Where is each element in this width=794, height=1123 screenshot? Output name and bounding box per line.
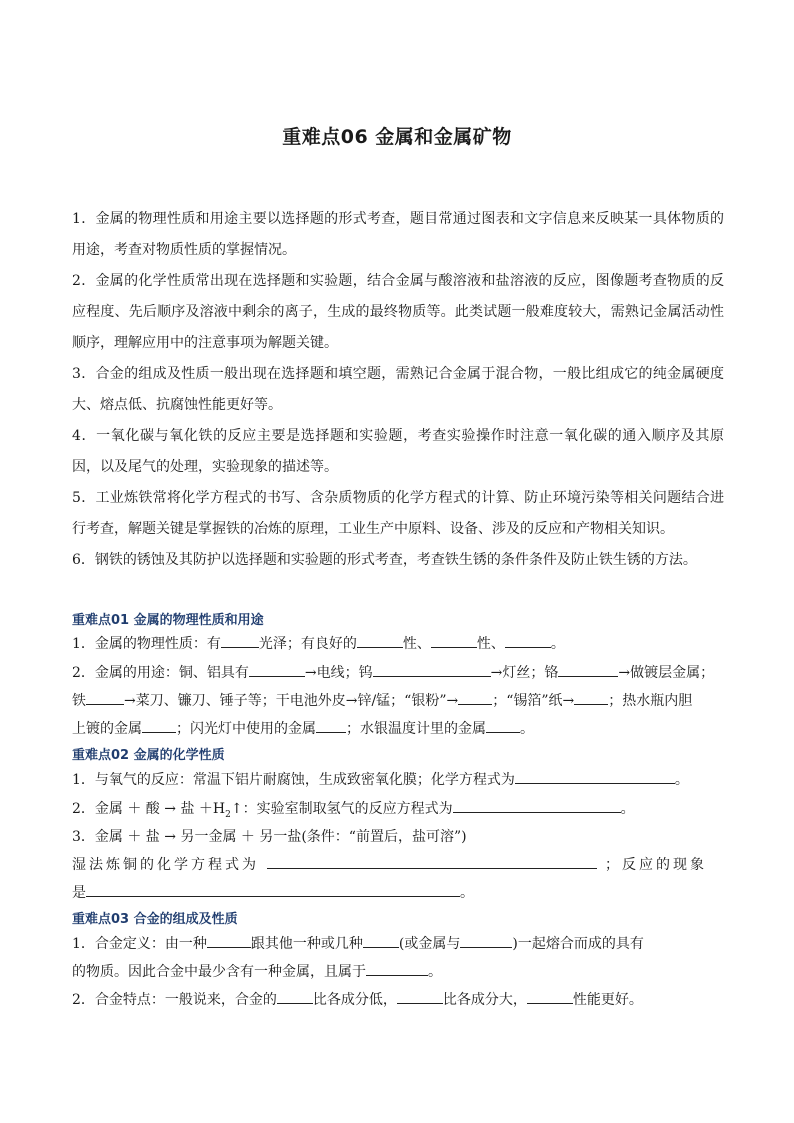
text: 比各成分低， — [312, 992, 397, 1008]
text: →灯丝；铬 — [490, 665, 559, 681]
text: 1．与氧气的反应：常温下铝片耐腐蚀，生成致密氧化膜；化学方程式为 — [72, 772, 515, 788]
fill-blank[interactable] — [458, 690, 492, 705]
text: )一起熔合而成的具有 — [512, 936, 644, 952]
fill-blank[interactable] — [574, 690, 608, 705]
s1-line-3 — [72, 687, 724, 716]
s3-line-3 — [72, 986, 724, 1015]
fill-blank[interactable] — [460, 933, 512, 948]
text: 比各成分大， — [442, 992, 527, 1008]
fill-blank[interactable] — [142, 718, 176, 733]
intro-item-2: 2．金属的化学性质常出现在选择题和实验题，结合金属与酸溶液和盐溶液的反应，图像题考查物质的反应程度、先后顺序及溶液中剩余的离子，生成的最终物质等。此类试题一般难度较大，需熟记金属活动性顺序，理解应用中的注意事项为解题关键。 — [72, 273, 724, 351]
s1-line-1 — [72, 630, 724, 659]
text: 湿法炼铜的化学方程式为 — [72, 857, 259, 873]
intro-item-4: 4．一氧化碳与氧化铁的反应主要是选择题和实验题，考查实验操作时注意一氧化碳的通入顺序及其原因，以及尾气的处理，实验现象的描述等。 — [72, 428, 724, 475]
fill-blank[interactable] — [316, 718, 346, 733]
intro-item-5: 5．工业炼铁常将化学方程式的书写、含杂质物质的化学方程式的计算、防止环境污染等相关问题结合进行考查，解题关键是掌握铁的冶炼的原理，工业生产中原料、设备、涉及的反应和产物相关知识。 — [72, 490, 724, 537]
fill-blank[interactable] — [221, 633, 259, 648]
text: 铁 — [72, 693, 86, 709]
fill-blank[interactable] — [366, 961, 428, 976]
fill-blank[interactable] — [505, 633, 551, 648]
text: ；“锡箔”纸→ — [492, 693, 575, 709]
fill-blank[interactable] — [357, 633, 403, 648]
s2-line-5 — [72, 879, 724, 908]
fill-blank[interactable] — [453, 798, 621, 813]
intro-item-6: 6．钢铁的锈蚀及其防护以选择题和实验题的形式考查，考查铁生锈的条件条件及防止铁生锈的方法。 — [72, 552, 697, 568]
text: 。 — [674, 772, 689, 788]
s2-line-1 — [72, 766, 724, 795]
text: ；热水瓶内胆 — [608, 693, 693, 709]
text: 2．金属 ＋ 酸 → 盐 ＋H — [72, 801, 226, 817]
section-heading-01: 重难点01 金属的物理性质和用途 — [72, 613, 264, 628]
section-heading-02: 重难点02 金属的化学性质 — [72, 748, 225, 763]
text: 。 — [550, 636, 565, 652]
text: →做镀层金属； — [618, 665, 715, 681]
fill-blank[interactable] — [207, 933, 251, 948]
s2-line-3: 3．金属 ＋ 盐 → 另一金属 ＋ 另一盐(条件：“前置后，盐可溶”) — [72, 829, 467, 845]
text: 是 — [72, 885, 86, 901]
s2-line-4 — [72, 851, 724, 880]
fill-blank[interactable] — [363, 933, 399, 948]
text: 2．金属的用途：铜、铝具有 — [72, 665, 249, 681]
text: 性、 — [402, 636, 431, 652]
s3-line-1 — [72, 930, 724, 959]
text: 光泽；有良好的 — [258, 636, 357, 652]
fill-blank[interactable] — [515, 769, 675, 784]
intro-item-3: 3．合金的组成及性质一般出现在选择题和填空题，需熟记合金属于混合物，一般比组成它的纯金属硬度大、熔点低、抗腐蚀性能更好等。 — [72, 366, 724, 413]
text: (或金属与 — [398, 936, 461, 952]
text: ↑：实验室制取氢气的反应方程式为 — [230, 801, 453, 817]
text: 性能更好。 — [572, 992, 643, 1008]
fill-blank[interactable] — [277, 989, 313, 1004]
fill-blank[interactable] — [558, 662, 618, 677]
text: 性、 — [476, 636, 505, 652]
section-heading-03: 重难点03 合金的组成及性质 — [72, 912, 238, 927]
text: 1．合金定义：由一种 — [72, 936, 207, 952]
text: ；反应的现象 — [605, 857, 707, 873]
text: 跟其他一种或几种 — [250, 936, 363, 952]
text: 。 — [460, 885, 474, 901]
fill-blank[interactable] — [86, 690, 124, 705]
subscript: 2 — [225, 809, 231, 820]
fill-blank[interactable] — [527, 989, 573, 1004]
s1-line-2 — [72, 659, 724, 688]
text: 上镀的金属 — [72, 721, 142, 737]
fill-blank[interactable] — [86, 882, 460, 897]
text: 。 — [620, 801, 635, 817]
intro-item-1: 1．金属的物理性质和用途主要以选择题的形式考查，题目常通过图表和文字信息来反映某一具体物质的用途，考查对物质性质的掌握情况。 — [72, 211, 724, 258]
fill-blank[interactable] — [249, 662, 305, 677]
fill-blank[interactable] — [267, 854, 597, 869]
text: 的物质。因此合金中最少含有一种金属，且属于 — [72, 964, 366, 980]
fill-blank[interactable] — [397, 989, 443, 1004]
text: ；水银温度计里的金属 — [346, 721, 486, 737]
text: →菜刀、镰刀、锤子等；干电池外皮→锌/锰；“银粉”→ — [124, 693, 459, 709]
s3-line-2 — [72, 958, 724, 987]
text: 。 — [428, 964, 442, 980]
fill-blank[interactable] — [431, 633, 477, 648]
text: 。 — [520, 721, 534, 737]
s1-line-4 — [72, 715, 724, 744]
text: 2．合金特点：一般说来，合金的 — [72, 992, 277, 1008]
text: →电线；钨 — [304, 665, 373, 681]
fill-blank[interactable] — [373, 662, 491, 677]
text: ；闪光灯中使用的金属 — [176, 721, 316, 737]
page-title: 重难点06 金属和金属矿物 — [282, 126, 512, 148]
text: 1．金属的物理性质：有 — [72, 636, 221, 652]
fill-blank[interactable] — [486, 718, 520, 733]
